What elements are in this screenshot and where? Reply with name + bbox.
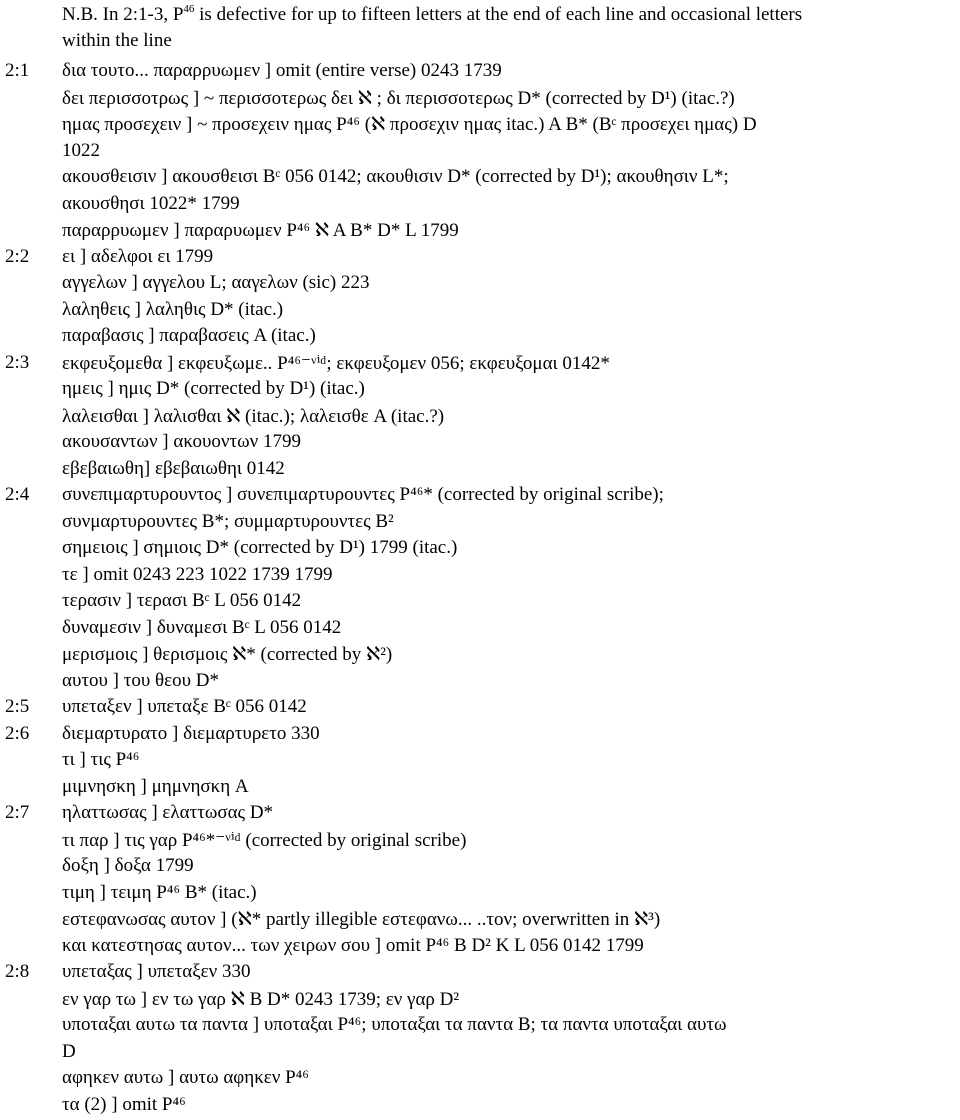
variant-entry: ηλαττωσας ] ελαττωσας D* [62,802,273,824]
variant-entry: τα (2) ] omit P⁴⁶ [62,1094,186,1116]
apparatus-row [0,272,960,299]
variant-entry: δει περισσοτρως ] ~ περισσοτερως δει ℵ ; δι περισσοτερως D* (corrected by D¹) (itac.?) [62,87,735,110]
apparatus-row [0,219,960,246]
apparatus-row [0,696,960,723]
variant-entry: και κατεστησας αυτον... των χειρων σου ] omit P⁴⁶ B D² K L 056 0142 1799 [62,935,644,957]
variant-entry: ακουσθεισιν ] ακουσθεισι Bᶜ 056 0142; ακουθισιν D* (corrected by D¹); ακουθησιν L*; [62,166,729,188]
apparatus-row [0,988,960,1015]
apparatus-row [0,325,960,352]
verse-reference: 2:2 [5,246,29,268]
apparatus-row [0,484,960,511]
apparatus-row [0,1041,960,1068]
variant-entry: αυτου ] του θεου D* [62,670,219,692]
page-note [62,2,954,54]
apparatus-row [0,458,960,485]
verse-reference: 2:6 [5,723,29,745]
apparatus-row [0,299,960,326]
variant-entry: δυναμεσιν ] δυναμεσι Bᶜ L 056 0142 [62,617,341,639]
apparatus-row [0,935,960,962]
apparatus-row [0,113,960,140]
variant-entry: μιμνησκη ] μημνησκη A [62,776,249,798]
apparatus-row [0,802,960,829]
variant-entry: υπεταξεν ] υπεταξε Bᶜ 056 0142 [62,696,307,718]
apparatus-row [0,405,960,432]
verse-reference: 2:4 [5,484,29,506]
apparatus-row [0,749,960,776]
variant-entry: εβεβαιωθη] εβεβαιωθηι 0142 [62,458,285,480]
variant-entry: 1022 [62,140,100,162]
variant-entry: ημας προσεχειν ] ~ προσεχειν ημας P⁴⁶ (ℵ προσεχιν ημας itac.) A B* (Bᶜ προσεχει ημας) D [62,113,757,136]
note-text-c: within the line [62,30,172,51]
apparatus-row [0,87,960,114]
variant-entry: δοξη ] δοξα 1799 [62,855,194,877]
apparatus-row [0,617,960,644]
variant-entry: παραρρυωμεν ] παραρυωμεν P⁴⁶ ℵ A B* D* L 1799 [62,219,459,242]
variant-entry: τι παρ ] τις γαρ P⁴⁶*⁻ᵛⁱᵈ (corrected by original scribe) [62,829,466,852]
apparatus-row [0,855,960,882]
variant-entry: εκφευξομεθα ] εκφευξωμε.. P⁴⁶⁻ᵛⁱᵈ; εκφευξομεν 056; εκφευξομαι 0142* [62,352,610,375]
apparatus-row [0,1014,960,1041]
apparatus-row [0,166,960,193]
variant-entry: αφηκεν αυτω ] αυτω αφηκεν P⁴⁶ [62,1067,309,1089]
apparatus-row [0,1067,960,1094]
variant-entry: ημεις ] ημις D* (corrected by D¹) (itac.) [62,378,365,400]
apparatus-row [0,590,960,617]
variant-entry: ακουσαντων ] ακουοντων 1799 [62,431,301,453]
verse-reference: 2:1 [5,60,29,82]
apparatus-row [0,537,960,564]
variant-entry: τερασιν ] τερασι Bᶜ L 056 0142 [62,590,301,612]
apparatus-row [0,193,960,220]
variant-entry: αγγελων ] αγγελου L; ααγελων (sic) 223 [62,272,369,294]
variant-entry: παραβασις ] παραβασεις A (itac.) [62,325,316,347]
apparatus-row [0,378,960,405]
apparatus-row [0,643,960,670]
variant-entry: υπεταξας ] υπεταξεν 330 [62,961,251,983]
variant-entry: υποταξαι αυτω τα παντα ] υποταξαι P⁴⁶; υποταξαι τα παντα B; τα παντα υποταξαι αυτω [62,1014,727,1036]
verse-reference: 2:7 [5,802,29,824]
note-sup: 46 [183,3,194,15]
apparatus-row [0,723,960,750]
variant-entry: εν γαρ τω ] εν τω γαρ ℵ B D* 0243 1739; εν γαρ D² [62,988,459,1011]
apparatus-row [0,882,960,909]
variant-entry: δια τουτο... παραρρυωμεν ] omit (entire verse) 0243 1739 [62,60,502,82]
variant-entry: ακουσθησι 1022* 1799 [62,193,240,215]
apparatus-row [0,511,960,538]
variant-entry: τι ] τις P⁴⁶ [62,749,139,771]
apparatus-row [0,829,960,856]
apparatus-row [0,246,960,273]
apparatus-row [0,1094,960,1120]
variant-entry: τε ] omit 0243 223 1022 1739 1799 [62,564,333,586]
verse-reference: 2:5 [5,696,29,718]
variant-entry: λαλεισθαι ] λαλισθαι ℵ (itac.); λαλεισθε A (itac.?) [62,405,444,428]
variant-entry: σημειοις ] σημιοις D* (corrected by D¹) 1799 (itac.) [62,537,457,559]
variant-entry: D [62,1041,76,1063]
apparatus-row [0,776,960,803]
apparatus-row [0,140,960,167]
variant-entry: μερισμοις ] θερισμοις ℵ* (corrected by ℵ²) [62,643,392,666]
variant-entry: τιμη ] τειμη P⁴⁶ B* (itac.) [62,882,257,904]
apparatus-row [0,670,960,697]
variant-entry: διεμαρτυρατο ] διεμαρτυρετο 330 [62,723,320,745]
apparatus-row [0,564,960,591]
apparatus-row [0,908,960,935]
apparatus-row [0,60,960,87]
apparatus-row [0,431,960,458]
variant-entry: εστεφανωσας αυτον ] (ℵ* partly illegible εστεφανω... ..τον; overwritten in ℵ³) [62,908,660,931]
verse-reference: 2:3 [5,352,29,374]
apparatus-row [0,961,960,988]
verse-reference: 2:8 [5,961,29,983]
variant-entry: λαληθεις ] λαληθις D* (itac.) [62,299,283,321]
note-text-a: N.B. In 2:1-3, P [62,4,183,25]
apparatus-row [0,352,960,379]
variant-entry: συνμαρτυρουντες B*; συμμαρτυρουντες B² [62,511,394,533]
note-text-b: is defective for up to fifteen letters at the end of each line and occasional letters [194,4,802,25]
variant-entry: συνεπιμαρτυρουντος ] συνεπιμαρτυρουντες P⁴⁶* (corrected by original scribe); [62,484,664,506]
variant-entry: ει ] αδελφοι ει 1799 [62,246,213,268]
